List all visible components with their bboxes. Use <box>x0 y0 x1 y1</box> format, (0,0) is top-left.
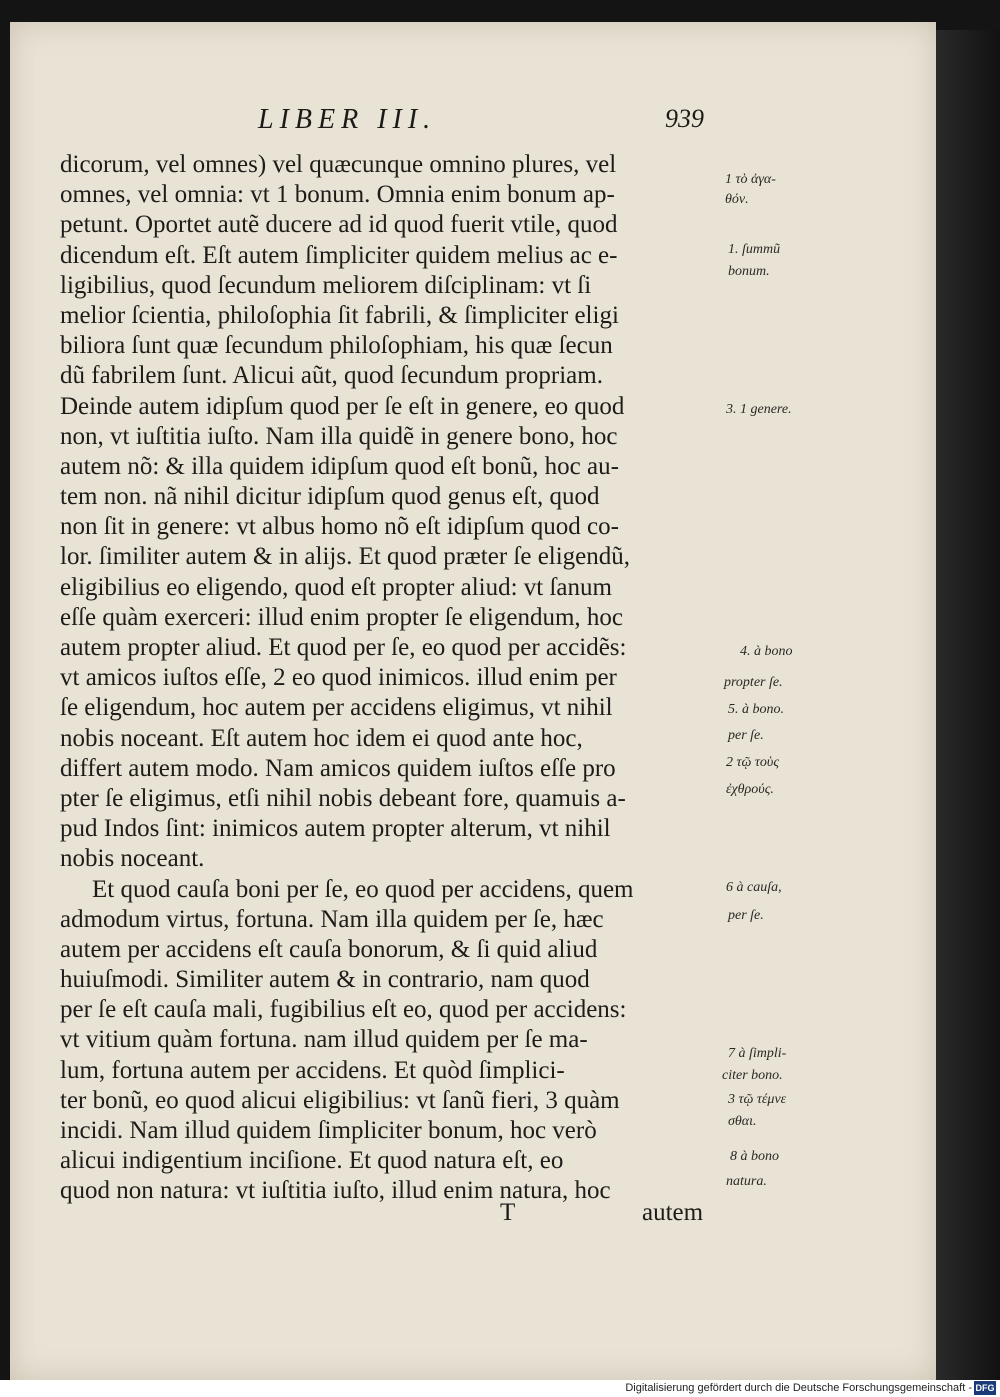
text-line: biliora ſunt quæ ſecundum philoſophiam, his quæ ſecun <box>60 332 613 360</box>
text-line: vt amicos iuſtos eſſe, 2 eo quod inimicos. illud enim per <box>60 664 617 692</box>
margin-note: per ſe. <box>728 908 764 923</box>
text-line: eſſe quàm exerceri: illud enim propter ſe eligendum, hoc <box>60 603 623 631</box>
text-line: autem propter aliud. Et quod per ſe, eo quod per accidẽs: <box>60 634 627 661</box>
text-line: autem per accidens eſt cauſa bonorum, & ſi quid aliud <box>60 935 598 963</box>
margin-note: natura. <box>726 1174 767 1189</box>
text-line: differt autem modo. Nam amicos quidem iuſtos eſſe pro <box>60 754 616 782</box>
margin-note: 8 à bono <box>730 1149 779 1164</box>
margin-notes <box>10 22 936 1380</box>
margin-note: 6 à cauſa, <box>726 880 782 895</box>
text-line: ligibilius, quod ſecundum meliorem diſciplinam: vt ſi <box>60 271 592 299</box>
margin-note: 2 τῷ τοὺς <box>726 755 780 770</box>
dfg-logo: DFG <box>975 1383 995 1393</box>
margin-note: citer bono. <box>722 1068 783 1083</box>
margin-note: per ſe. <box>728 728 764 743</box>
text-line: melior ſcientia, philoſophia ſit fabrili, & ſimpliciter eligi <box>60 301 619 329</box>
running-title: LIBER III. <box>258 104 437 135</box>
signature-mark: T <box>500 1199 516 1226</box>
text-line: nobis noceant. Eſt autem hoc idem ei quod ante hoc, <box>60 724 583 752</box>
text-line: ter bonũ, eo quod alicui eligibilius: vt ſanũ fieri, 3 quàm <box>60 1086 620 1114</box>
text-line: incidi. Nam illud quidem ſimpliciter bonum, hoc verò <box>60 1117 597 1144</box>
text-line: tem non. nã nihil dicitur idipſum quod genus eſt, quod <box>60 483 600 511</box>
margin-note: θόν. <box>725 192 749 207</box>
text-line: lor. ſimiliter autem & in alijs. Et quod præter ſe eligendũ, <box>60 543 631 571</box>
margin-note: propter ſe. <box>724 675 783 690</box>
margin-note: 4. à bono <box>740 644 793 659</box>
text-line: huiuſmodi. Similiter autem & in contrario, nam quod <box>60 966 590 994</box>
text-line: ſe eligendum, hoc autem per accidens eligimus, vt nihil <box>60 694 613 722</box>
text-line: eligibilius eo eligendo, quod eſt propter aliud: vt ſanum <box>60 573 612 601</box>
text-line: non ſit in genere: vt albus homo nõ eſt idipſum quod co- <box>60 513 619 541</box>
text-line: lum, fortuna autem per accidens. Et quòd ſimplici- <box>60 1056 565 1084</box>
margin-note: ἐχθρούς. <box>726 782 774 797</box>
text-line: vt vitium quàm fortuna. nam illud quidem per ſe ma- <box>60 1026 588 1054</box>
margin-note: 5. à bono. <box>728 702 784 717</box>
margin-note: 7 à ſimpli- <box>728 1046 787 1061</box>
funding-credit: Digitalisierung gefördert durch die Deutsche Forschungsgemeinschaft - <box>625 1382 972 1394</box>
footer-bar <box>0 1380 1000 1397</box>
text-line: alicui indigentium inciſione. Et quod natura eſt, eo <box>60 1147 564 1175</box>
margin-note: σθαι. <box>728 1114 757 1129</box>
text-line: Et quod cauſa boni per ſe, eo quod per accidens, quem <box>92 875 634 903</box>
text-line: omnes, vel omnia: vt 1 bonum. Omnia enim bonum ap- <box>60 181 615 209</box>
margin-note: 1 τὸ ἀγα- <box>725 172 776 187</box>
facing-page-edge <box>936 30 1000 1380</box>
text-line: dũ fabrilem ſunt. Alicui aũt, quod ſecundum propriam. <box>60 362 603 390</box>
text-line: non, vt iuſtitia iuſto. Nam illa quidẽ in genere bono, hoc <box>60 422 618 450</box>
text-line: petunt. Oportet autẽ ducere ad id quod fuerit vtile, quod <box>60 211 618 239</box>
catchword-row <box>10 1199 936 1231</box>
margin-note: 3 τῷ τέμνε <box>728 1092 787 1107</box>
text-line: quod non natura: vt iuſtitia iuſto, illud enim natura, hoc <box>60 1177 611 1205</box>
text-line: nobis noceant. <box>60 845 205 873</box>
text-line: autem nõ: & illa quidem idipſum quod eſt bonũ, hoc au- <box>60 452 619 480</box>
text-line: dicorum, vel omnes) vel quæcunque omnino plures, vel <box>60 151 617 178</box>
text-line: per ſe eſt cauſa mali, fugibilius eſt eo, quod per accidens: <box>60 996 627 1024</box>
text-line: admodum virtus, fortuna. Nam illa quidem per ſe, hæc <box>60 905 604 933</box>
margin-note: bonum. <box>728 264 770 279</box>
book-page <box>10 22 936 1380</box>
text-line: Deinde autem idipſum quod per ſe eſt in genere, eo quod <box>60 392 625 420</box>
folio-number: 939 <box>665 104 704 133</box>
margin-note: 3. 1 genere. <box>726 402 792 417</box>
text-line: dicendum eſt. Eſt autem ſimpliciter quidem melius ac e- <box>60 241 618 269</box>
margin-note: 1. ſummũ <box>728 242 781 257</box>
text-line: pter ſe eligimus, etſi nihil nobis debeant fore, quamuis a- <box>60 784 626 812</box>
catchword: autem <box>642 1199 704 1226</box>
text-line: pud Indos ſint: inimicos autem propter alterum, vt nihil <box>60 815 611 843</box>
